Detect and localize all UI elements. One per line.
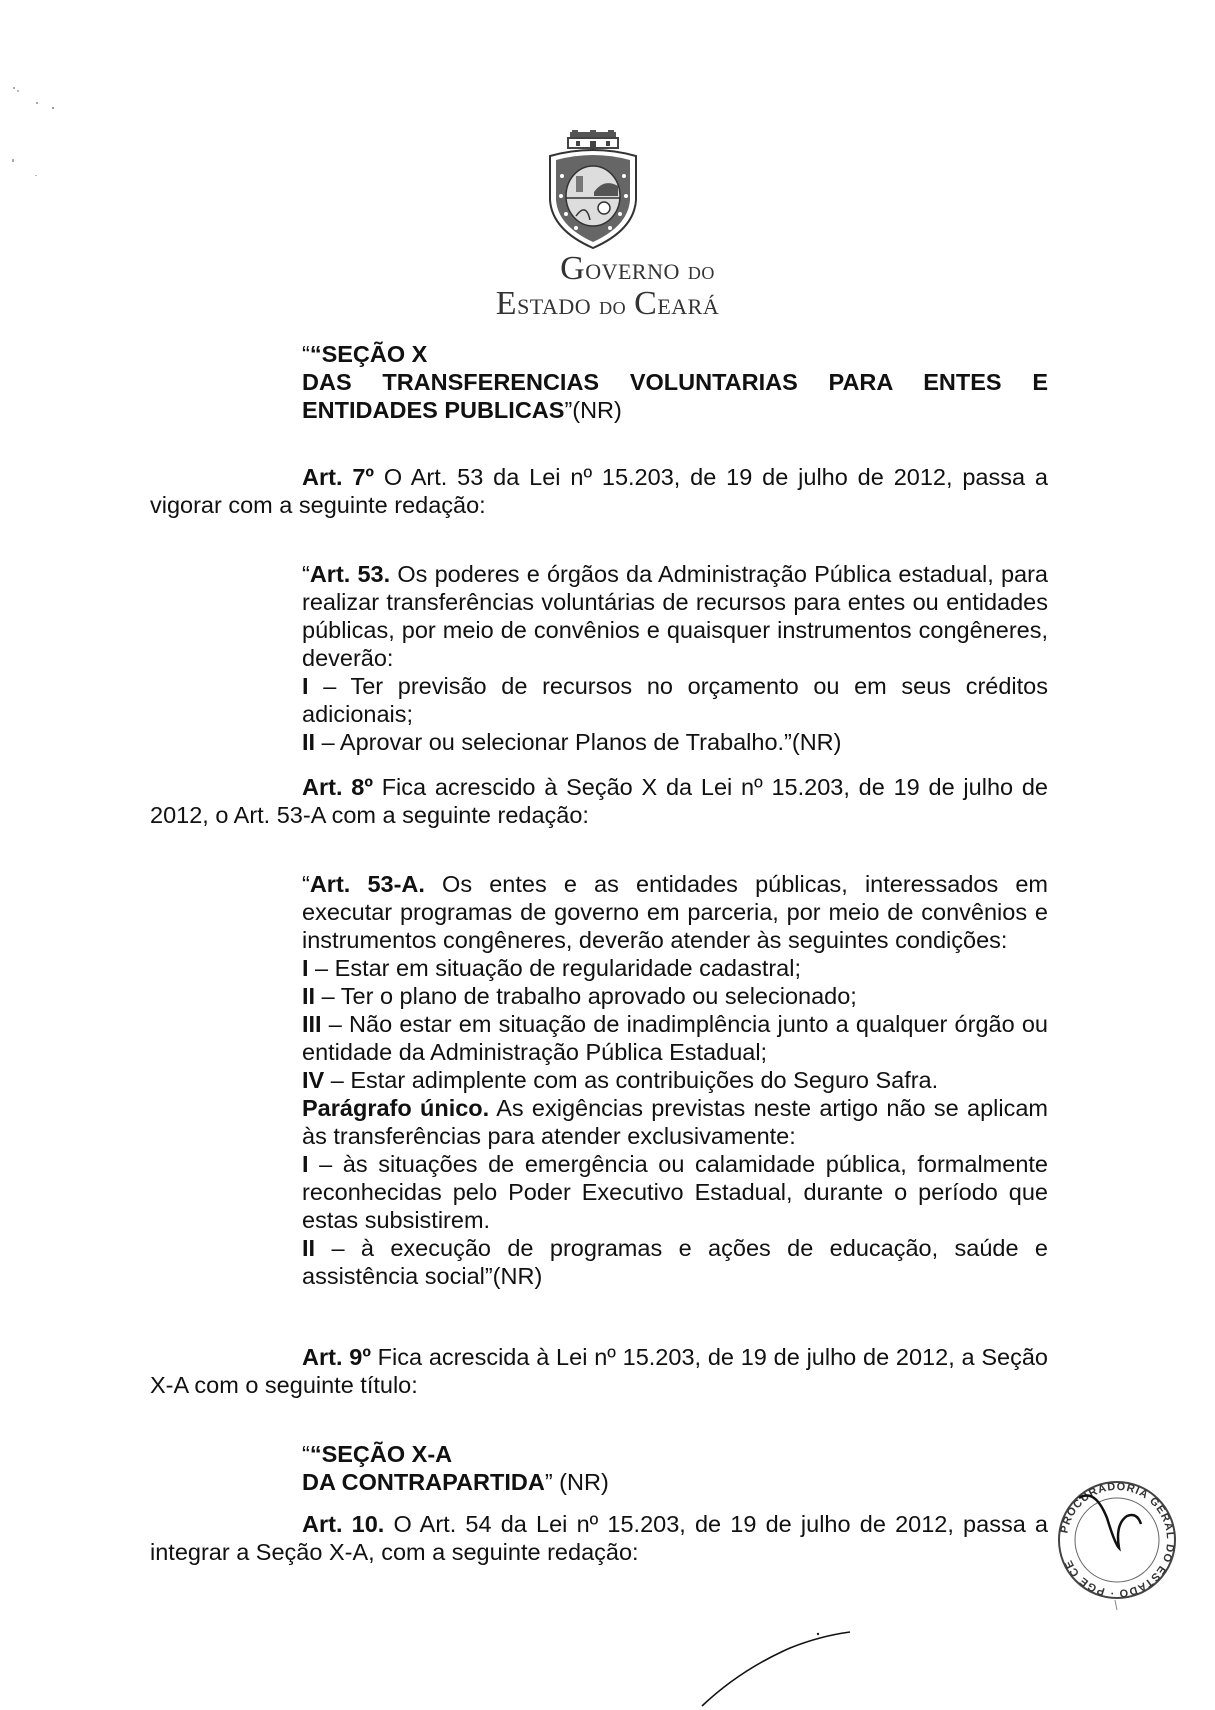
article-7 <box>150 463 1048 519</box>
open-quote: “ <box>302 871 310 897</box>
list-item <box>302 1150 1048 1234</box>
title-tail: DO <box>687 263 715 283</box>
item-number: II <box>302 983 316 1009</box>
title-initial: C <box>634 285 658 322</box>
section-x-heading <box>302 340 1048 424</box>
government-title-line1 <box>0 250 1215 288</box>
article-label: Art. 53-A. <box>309 871 425 897</box>
title-rest: OVERNO <box>585 259 680 284</box>
scan-specks <box>0 80 60 190</box>
item-text: – à execução de programas e ações de educação, saúde e assistência social”(NR) <box>302 1235 1048 1289</box>
list-item <box>302 1234 1048 1290</box>
title-mid: DO <box>599 298 627 318</box>
item-number: II <box>302 729 316 755</box>
paragraph-text: As exigências previstas neste artigo não se aplicam às transferências para atender exclusivamente: <box>302 1095 1048 1149</box>
article-53-body <box>302 560 1048 672</box>
list-item <box>302 728 1048 756</box>
article-label: Art. 53. <box>309 561 391 587</box>
article-text: Os poderes e órgãos da Administração Pública estadual, para realizar transferências voluntárias de recursos para entes ou entidades públicas, por meio de convênios e quaisquer instrumentos congêneres, deverão: <box>302 561 1048 671</box>
item-number: I <box>302 673 309 699</box>
ceara-coat-of-arms-icon <box>542 130 644 250</box>
section-xa-title: “SEÇÃO X-A <box>309 1441 453 1467</box>
article-text: Fica acrescido à Seção X da Lei nº 15.203, de 19 de julho de 2012, o Art. 53-A com a seguinte redação: <box>150 774 1048 828</box>
item-number: II <box>302 1235 316 1261</box>
item-text: – Ter o plano de trabalho aprovado ou selecionado; <box>315 983 857 1009</box>
section-xa-line2 <box>302 1468 1048 1496</box>
article-8 <box>150 773 1048 829</box>
item-number: I <box>302 1151 309 1177</box>
procuradoria-stamp-icon <box>1045 1478 1185 1618</box>
section-x-line3 <box>302 396 1048 424</box>
section-x-line1: ““SEÇÃO X <box>302 341 428 367</box>
article-53-a-body <box>302 870 1048 954</box>
section-xa-heading <box>302 1440 1048 1496</box>
list-item <box>302 672 1048 728</box>
article-53-a <box>302 870 1048 1290</box>
government-title-line2 <box>0 285 1215 323</box>
stamp-text: PROCURADORIA GERAL DO ESTADO · PGE CE <box>1058 1480 1177 1600</box>
item-text: – Estar adimplente com as contribuições do Seguro Safra. <box>324 1067 939 1093</box>
item-text: – Aprovar ou selecionar Planos de Trabalho.”(NR) <box>315 729 842 755</box>
open-quote: “ <box>302 561 310 587</box>
section-x-line2: DAS TRANSFERENCIAS VOLUNTARIAS PARA ENTES E <box>302 369 1048 395</box>
list-item <box>302 1010 1048 1066</box>
signature-icon <box>700 1630 910 1710</box>
article-label: Art. 7º <box>302 464 374 490</box>
list-item <box>302 954 1048 982</box>
item-text: – às situações de emergência ou calamidade pública, formalmente reconhecidas pelo Poder Executivo Estadual, durante o período que estas subsistirem. <box>302 1151 1048 1233</box>
item-number: III <box>302 1011 322 1037</box>
paragraph-label: Parágrafo único. <box>302 1095 490 1121</box>
title-rest: EARÁ <box>657 294 720 319</box>
section-x-title: “SEÇÃO X <box>309 341 428 367</box>
article-label: Art. 9º <box>302 1344 371 1370</box>
article-label: Art. 8º <box>302 774 373 800</box>
item-number: IV <box>302 1067 325 1093</box>
article-53 <box>302 560 1048 756</box>
section-xa-line2-bold: DA CONTRAPARTIDA <box>302 1469 545 1495</box>
article-9 <box>150 1343 1048 1399</box>
item-text: – Não estar em situação de inadimplência junto a qualquer órgão ou entidade da Administração Pública Estadual; <box>302 1011 1048 1065</box>
item-text: – Estar em situação de regularidade cadastral; <box>308 955 801 981</box>
article-10 <box>150 1510 1048 1566</box>
article-text: O Art. 53 da Lei nº 15.203, de 19 de julho de 2012, passa a vigorar com a seguinte redação: <box>150 464 1049 518</box>
article-text: Os entes e as entidades públicas, interessados em executar programas de governo em parceria, por meio de convênios e instrumentos congêneres, deverão atender às seguintes condições: <box>302 871 1048 953</box>
item-number: I <box>302 955 309 981</box>
article-label: Art. 10. <box>302 1511 385 1537</box>
nr-marker: ” (NR) <box>544 1469 609 1495</box>
paragrafo-unico <box>302 1094 1048 1150</box>
title-rest: STADO <box>517 294 592 319</box>
nr-marker: ”(NR) <box>564 397 622 423</box>
article-text: Fica acrescida à Lei nº 15.203, de 19 de julho de 2012, a Seção X-A com o seguinte título: <box>150 1344 1048 1398</box>
section-xa-line1: ““SEÇÃO X-A <box>302 1441 453 1467</box>
item-text: – Ter previsão de recursos no orçamento ou em seus créditos adicionais; <box>302 673 1048 727</box>
list-item <box>302 1066 1048 1094</box>
list-item <box>302 982 1048 1010</box>
title-initial: G <box>560 250 586 287</box>
article-text: O Art. 54 da Lei nº 15.203, de 19 de julho de 2012, passa a integrar a Seção X-A, com a seguinte redação: <box>150 1511 1049 1565</box>
title-initial: E <box>495 285 518 322</box>
section-x-line3-bold: ENTIDADES PUBLICAS <box>302 397 565 423</box>
